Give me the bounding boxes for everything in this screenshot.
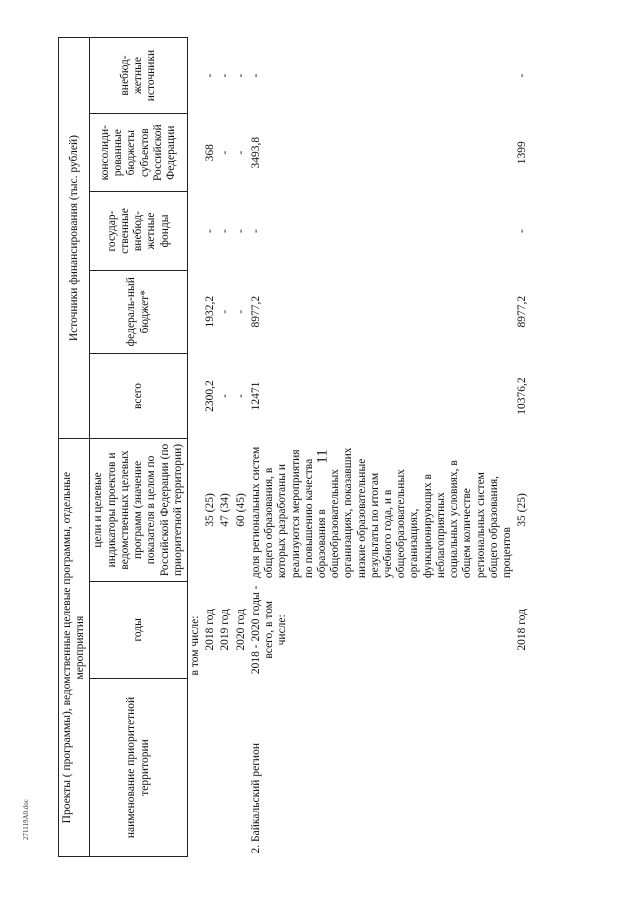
table-row [218, 38, 233, 857]
cell-extrabudgetary: - [234, 73, 247, 78]
header-years: годы [90, 581, 188, 678]
cell-name: 2. Байкальский регион [249, 743, 262, 854]
cell-years: 2018 - 2020 годы - всего, в том числе: [249, 585, 289, 675]
cell-name [234, 678, 249, 856]
cell-total [187, 353, 203, 438]
cell-federal: 8977,2 [516, 295, 529, 328]
cell-consolidated: 1399 [516, 141, 529, 165]
header-group-right: Источники финансирования (тыс. рублей) [59, 38, 90, 439]
table-row [234, 38, 249, 857]
cell-extrabudgetary: - [204, 73, 217, 78]
cell-indicator: 35 (25) [516, 493, 529, 527]
cell-federal [187, 270, 203, 353]
header-state-funds: государ-ственные внебюд-жетные фонды [90, 192, 188, 270]
page-number: 11 [314, 449, 331, 464]
financing-table [58, 37, 530, 857]
header-consolidated: консолиди-рованные бюджеты субъектов Российской Федерации [90, 114, 188, 192]
header-extrabudgetary: внебюд-жетные источники [90, 38, 188, 114]
cell-state-funds [187, 192, 203, 270]
cell-indicator: доля региональных систем общего образования, в которых разработаны и реализуются мероприятия по повышению качества образования в общеобразовательных организациях, показавших низкие образовательные результаты по итогам учебного года, и в общеобразовательных организациях, функционирующих в неблагоприятных социальных условиях, в общем количестве региональных систем общего образования, процентов [249, 446, 513, 579]
cell-extrabudgetary: - [516, 73, 529, 78]
cell-extrabudgetary: - [249, 73, 262, 78]
footer-filename: 271119A0.doc [22, 799, 30, 840]
cell-consolidated: - [219, 150, 232, 155]
cell-federal: - [219, 309, 232, 314]
cell-consolidated [187, 114, 203, 192]
cell-years: 2019 год [219, 609, 232, 651]
cell-name [187, 678, 203, 856]
cell-years: 2020 год [234, 609, 247, 651]
cell-total: 10376,2 [516, 377, 529, 415]
table-row [515, 38, 530, 857]
cell-name [203, 678, 218, 856]
cell-total: 12471 [249, 381, 262, 411]
cell-indicator: 47 (34) [219, 493, 232, 527]
cell-total: 2300,2 [204, 380, 217, 412]
cell-consolidated: 368 [204, 144, 217, 162]
rotated-table-area [58, 37, 578, 857]
cell-state-funds: - [249, 229, 262, 233]
cell-indicator: 35 (25) [204, 493, 217, 527]
cell-consolidated: 3493,8 [249, 136, 262, 169]
cell-years: 2018 год [516, 609, 529, 651]
cell-extrabudgetary: - [219, 73, 232, 78]
cell-state-funds: - [219, 229, 232, 233]
cell-name [218, 678, 233, 856]
cell-federal: 1932,2 [204, 295, 217, 328]
header-federal: федераль-ный бюджет* [90, 270, 188, 353]
cell-state-funds: - [204, 229, 217, 233]
cell-state-funds: - [516, 229, 529, 233]
table-row [249, 38, 515, 857]
header-name: наименование приоритетной территории [90, 678, 188, 856]
cell-years: 2018 год [204, 609, 217, 651]
cell-federal: - [234, 309, 247, 314]
header-total: всего [90, 353, 188, 438]
table-row [187, 38, 203, 857]
cell-total: - [219, 394, 232, 398]
cell-total: - [234, 394, 247, 398]
table-row [203, 38, 218, 857]
cell-consolidated: - [234, 150, 247, 155]
cell-federal: 8977,2 [249, 295, 262, 328]
cell-extrabudgetary [187, 38, 203, 114]
header-group-left: Проекты ( программы), ведомственные целевые программы, отдельные мероприятия [59, 439, 90, 857]
cell-state-funds: - [234, 229, 247, 233]
cell-indicator [187, 439, 203, 581]
cell-years: в том числе: [188, 615, 201, 676]
cell-indicator: 60 (45) [234, 493, 247, 527]
header-indicators: цели и целевые индикаторы проектов и ведомственных целевых программ (значение показателя в целом по Российской Федерации (по приоритетной территории) [90, 439, 188, 581]
cell-name [515, 678, 530, 856]
